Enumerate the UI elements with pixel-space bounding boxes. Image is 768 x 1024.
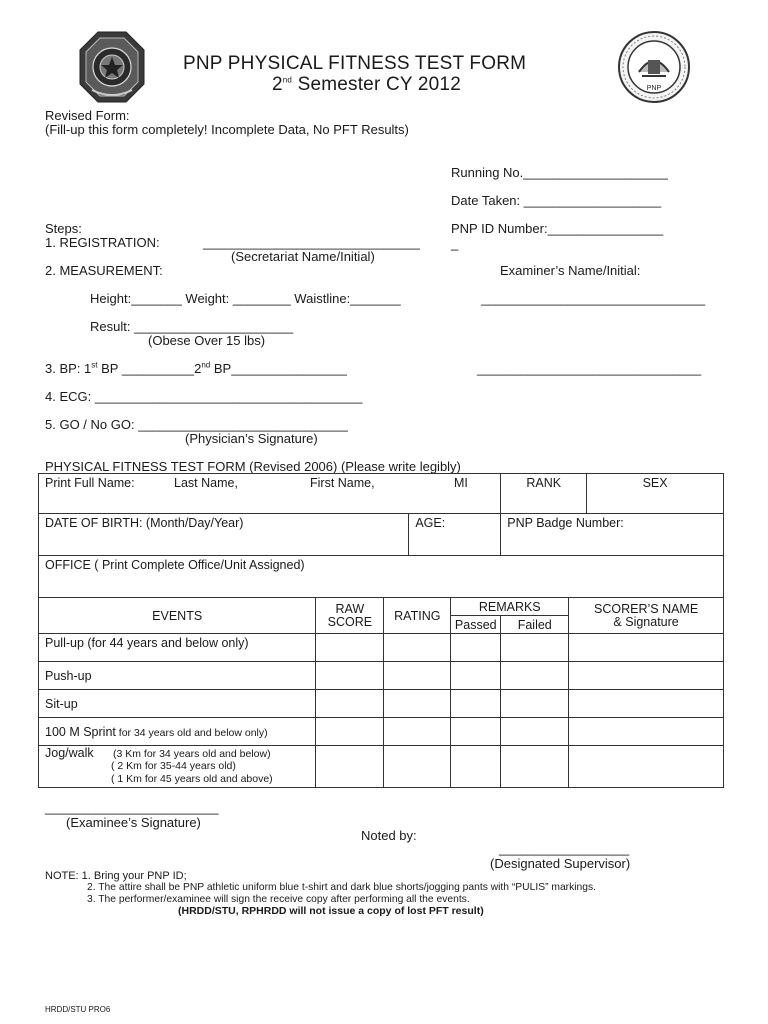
age-cell[interactable] bbox=[409, 514, 501, 556]
measurement-label: 2. MEASUREMENT: bbox=[45, 263, 163, 278]
pft-table bbox=[38, 473, 724, 788]
table-row bbox=[39, 662, 724, 690]
raw-score-cell[interactable] bbox=[316, 746, 384, 788]
failed-cell[interactable] bbox=[501, 690, 569, 718]
ecg-field[interactable]: 4. ECG: _____________________________________ bbox=[45, 389, 363, 404]
pnp-id-continuation: _ bbox=[451, 236, 459, 251]
dob-cell[interactable] bbox=[39, 514, 409, 556]
badge-label: PNP Badge Number: bbox=[507, 516, 624, 530]
table-row bbox=[39, 690, 724, 718]
rating-cell[interactable] bbox=[384, 746, 451, 788]
raw-score-cell[interactable] bbox=[316, 690, 384, 718]
rank-label: RANK bbox=[526, 476, 562, 490]
examiner-caption: Examiner’s Name/Initial: bbox=[500, 263, 641, 278]
passed-cell[interactable] bbox=[451, 718, 501, 746]
pnp-id-field[interactable]: PNP ID Number:________________ bbox=[451, 221, 664, 236]
office-cell[interactable] bbox=[39, 556, 724, 598]
go-nogo-field[interactable]: 5. GO / No GO: _____________________________ bbox=[45, 417, 348, 432]
table-row bbox=[39, 746, 724, 788]
pft-heading: PHYSICAL FITNESS TEST FORM (Revised 2006) (Please write legibly) bbox=[45, 459, 461, 474]
events-header: EVENTS bbox=[39, 598, 316, 634]
raw-score-cell[interactable] bbox=[316, 718, 384, 746]
noted-by-label: Noted by: bbox=[361, 828, 417, 843]
examiner-line[interactable]: _______________________________ bbox=[481, 291, 706, 306]
failed-cell[interactable] bbox=[501, 662, 569, 690]
examinee-signature-line[interactable]: ________________________ bbox=[45, 800, 219, 815]
note-1: NOTE: 1. Bring your PNP ID; bbox=[45, 870, 187, 882]
height-weight-waist-fields[interactable]: Height:_______ Weight: ________ Waistline:_______ bbox=[90, 291, 401, 306]
rating-cell[interactable] bbox=[384, 662, 451, 690]
office-label: OFFICE ( Print Complete Office/Unit Assigned) bbox=[45, 558, 305, 572]
pnp-badge-seal bbox=[78, 30, 146, 104]
examinee-caption: (Examinee’s Signature) bbox=[66, 815, 201, 830]
passed-cell[interactable] bbox=[451, 746, 501, 788]
mi-label: MI bbox=[454, 476, 468, 490]
scorer-cell[interactable] bbox=[569, 718, 724, 746]
bp-examiner-line[interactable]: _______________________________ bbox=[477, 361, 702, 376]
failed-cell[interactable] bbox=[501, 634, 569, 662]
print-full-name-label: Print Full Name: bbox=[45, 476, 135, 490]
supervisor-caption: (Designated Supervisor) bbox=[490, 856, 631, 871]
event-jogwalk: Jog/walk (3 Km for 34 years old and below) ( 2 Km for 35-44 years old) ( 1 Km for 45 years old and above) bbox=[39, 746, 316, 788]
note-2: 2. The attire shall be PNP athletic uniform blue t-shirt and dark blue shorts/jogging pants with “PULIS” markings. bbox=[87, 882, 596, 893]
failed-cell[interactable] bbox=[501, 718, 569, 746]
event-situp: Sit-up bbox=[39, 690, 316, 718]
revised-form-label: Revised Form: bbox=[45, 108, 130, 123]
failed-cell[interactable] bbox=[501, 746, 569, 788]
supervisor-signature-line[interactable]: __________________ bbox=[499, 841, 630, 856]
passed-header: Passed bbox=[451, 616, 501, 634]
passed-cell[interactable] bbox=[451, 662, 501, 690]
failed-header: Failed bbox=[501, 616, 569, 634]
first-name-label: First Name, bbox=[310, 476, 375, 490]
pnp-round-seal bbox=[617, 30, 691, 104]
table-row bbox=[39, 634, 724, 662]
raw-score-cell[interactable] bbox=[316, 662, 384, 690]
date-taken-field[interactable]: Date Taken: ___________________ bbox=[451, 193, 662, 208]
badge-cell[interactable] bbox=[501, 514, 724, 556]
note-3: 3. The performer/examinee will sign the receive copy after performing all the events. bbox=[87, 894, 470, 905]
passed-cell[interactable] bbox=[451, 634, 501, 662]
footer-code: HRDD/STU PRO6 bbox=[45, 1005, 111, 1014]
event-pullup: Pull-up (for 44 years and below only) bbox=[39, 634, 316, 662]
passed-cell[interactable] bbox=[451, 690, 501, 718]
svg-text:PNP: PNP bbox=[646, 85, 662, 92]
scorer-cell[interactable] bbox=[569, 746, 724, 788]
rating-cell[interactable] bbox=[384, 634, 451, 662]
event-sprint: 100 M Sprint for 34 years old and below only) bbox=[39, 718, 316, 746]
scorer-cell[interactable] bbox=[569, 690, 724, 718]
semester-subtitle: 2nd Semester CY 2012 bbox=[272, 74, 461, 95]
obese-caption: (Obese Over 15 lbs) bbox=[148, 333, 266, 348]
rating-header: RATING bbox=[384, 598, 451, 634]
raw-score-header: RAW SCORE bbox=[316, 598, 384, 634]
raw-score-cell[interactable] bbox=[316, 634, 384, 662]
rating-cell[interactable] bbox=[384, 718, 451, 746]
age-label: AGE: bbox=[415, 516, 446, 530]
scorer-cell[interactable] bbox=[569, 634, 724, 662]
secretariat-caption: (Secretariat Name/Initial) bbox=[231, 249, 375, 264]
bp-field[interactable]: 3. BP: 1st BP __________2nd BP________________ bbox=[45, 360, 347, 376]
rank-cell[interactable] bbox=[501, 474, 587, 514]
steps-label: Steps: bbox=[45, 221, 82, 236]
registration-line[interactable]: ______________________________ bbox=[203, 235, 420, 250]
registration-label: 1. REGISTRATION: bbox=[45, 235, 160, 250]
scorer-header: SCORER’S NAME & Signature bbox=[569, 598, 724, 634]
physician-caption: (Physician’s Signature) bbox=[185, 431, 318, 446]
full-name-cell[interactable] bbox=[39, 474, 501, 514]
dob-label: DATE OF BIRTH: (Month/Day/Year) bbox=[45, 516, 244, 530]
running-no-field[interactable]: Running No.____________________ bbox=[451, 165, 668, 180]
note-4: (HRDD/STU, RPHRDD will not issue a copy of lost PFT result) bbox=[178, 905, 484, 917]
instruction-text: (Fill-up this form completely! Incomplete Data, No PFT Results) bbox=[45, 122, 409, 137]
remarks-header: REMARKS bbox=[451, 598, 569, 616]
form-title: PNP PHYSICAL FITNESS TEST FORM bbox=[183, 53, 527, 74]
result-field[interactable]: Result: ______________________ bbox=[90, 319, 294, 334]
event-pushup: Push-up bbox=[39, 662, 316, 690]
sex-cell[interactable] bbox=[587, 474, 724, 514]
scorer-cell[interactable] bbox=[569, 662, 724, 690]
table-row bbox=[39, 718, 724, 746]
rating-cell[interactable] bbox=[384, 690, 451, 718]
sex-label: SEX bbox=[642, 476, 668, 490]
last-name-label: Last Name, bbox=[174, 476, 238, 490]
